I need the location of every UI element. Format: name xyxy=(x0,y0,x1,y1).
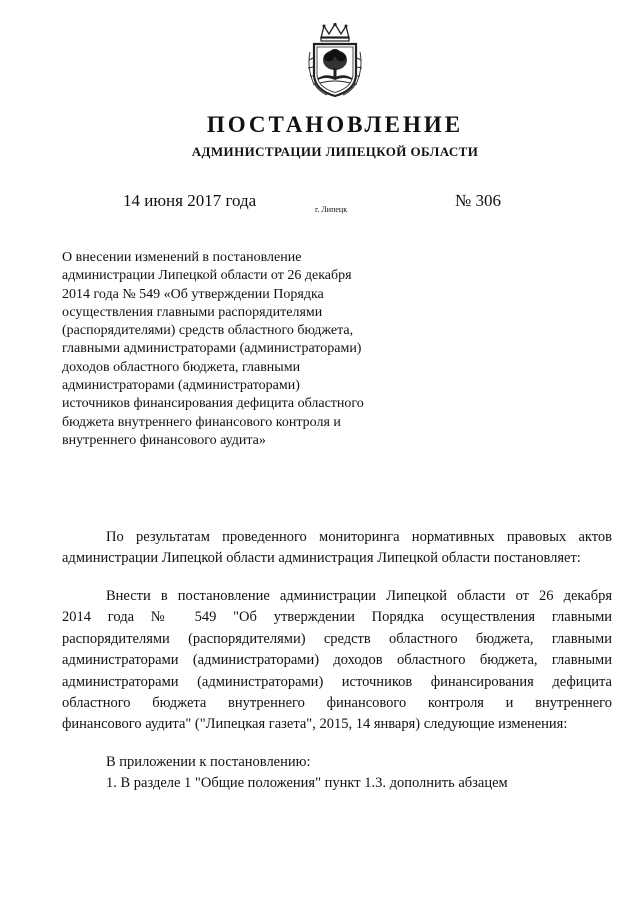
document-subtitle: АДМИНИСТРАЦИИ ЛИПЕЦКОЙ ОБЛАСТИ xyxy=(191,144,479,159)
subject-line: главными администраторами (администраторами) xyxy=(62,341,362,357)
paragraph-line: По результатам проведенного мониторинга нормативных правовых актов xyxy=(106,529,612,545)
amendment-paragraph xyxy=(62,586,612,736)
appendix-paragraph xyxy=(62,752,612,795)
subject-line: осуществления главными распорядителями xyxy=(62,304,323,320)
subject-line: администраторами (администраторами) xyxy=(62,378,300,394)
paragraph-line: администраторами (администраторами) доходов областного бюджета, главными xyxy=(62,652,612,669)
subject-line: внутреннего финансового аудита» xyxy=(62,432,266,448)
subject-line: источников финансирования дефицита областного xyxy=(62,396,364,412)
subject-line: доходов областного бюджета, главными xyxy=(62,359,301,375)
preamble-paragraph xyxy=(62,527,612,570)
paragraph-line: Внести в постановление администрации Липецкой области от 26 декабря xyxy=(106,588,612,604)
document-subject xyxy=(62,249,402,450)
paragraph-line: распорядителями (распорядителями) средств областного бюджета, главными xyxy=(62,630,612,647)
document-date: 14 июня 2017 года xyxy=(123,191,257,210)
lipetsk-oblast-coat-of-arms-icon xyxy=(305,22,365,98)
paragraph-line: 2014 года № 549 "Об утверждении Порядка осуществления главными xyxy=(62,609,612,626)
document-place: г. Липецк xyxy=(315,205,348,214)
paragraph-line: областного бюджета внутреннего финансового контроля и внутреннего xyxy=(62,695,612,712)
paragraph-line: администраторами (администраторами) источников финансирования дефицита xyxy=(62,673,612,690)
subject-line: администрации Липецкой области от 26 декабря xyxy=(62,268,352,284)
subject-line: бюджета внутреннего финансового контроля и xyxy=(62,414,341,430)
subject-line: 2014 года № 549 «Об утверждении Порядка xyxy=(62,286,324,302)
subject-line: О внесении изменений в постановление xyxy=(62,250,302,265)
paragraph-line: финансового аудита" ("Липецкая газета", 2015, 14 января) следующие изменения: xyxy=(62,716,568,733)
paragraph-line: 1. В разделе 1 "Общие положения" пункт 1.3. дополнить абзацем xyxy=(106,775,508,792)
paragraph-line: администрации Липецкой области администрация Липецкой области постановляет: xyxy=(62,550,581,567)
subject-line: (распорядителями) средств областного бюджета, xyxy=(62,323,354,339)
paragraph-line: В приложении к постановлению: xyxy=(106,754,311,770)
document-title: ПОСТАНОВЛЕНИЕ xyxy=(206,112,464,137)
document-number: № 306 xyxy=(455,191,501,210)
